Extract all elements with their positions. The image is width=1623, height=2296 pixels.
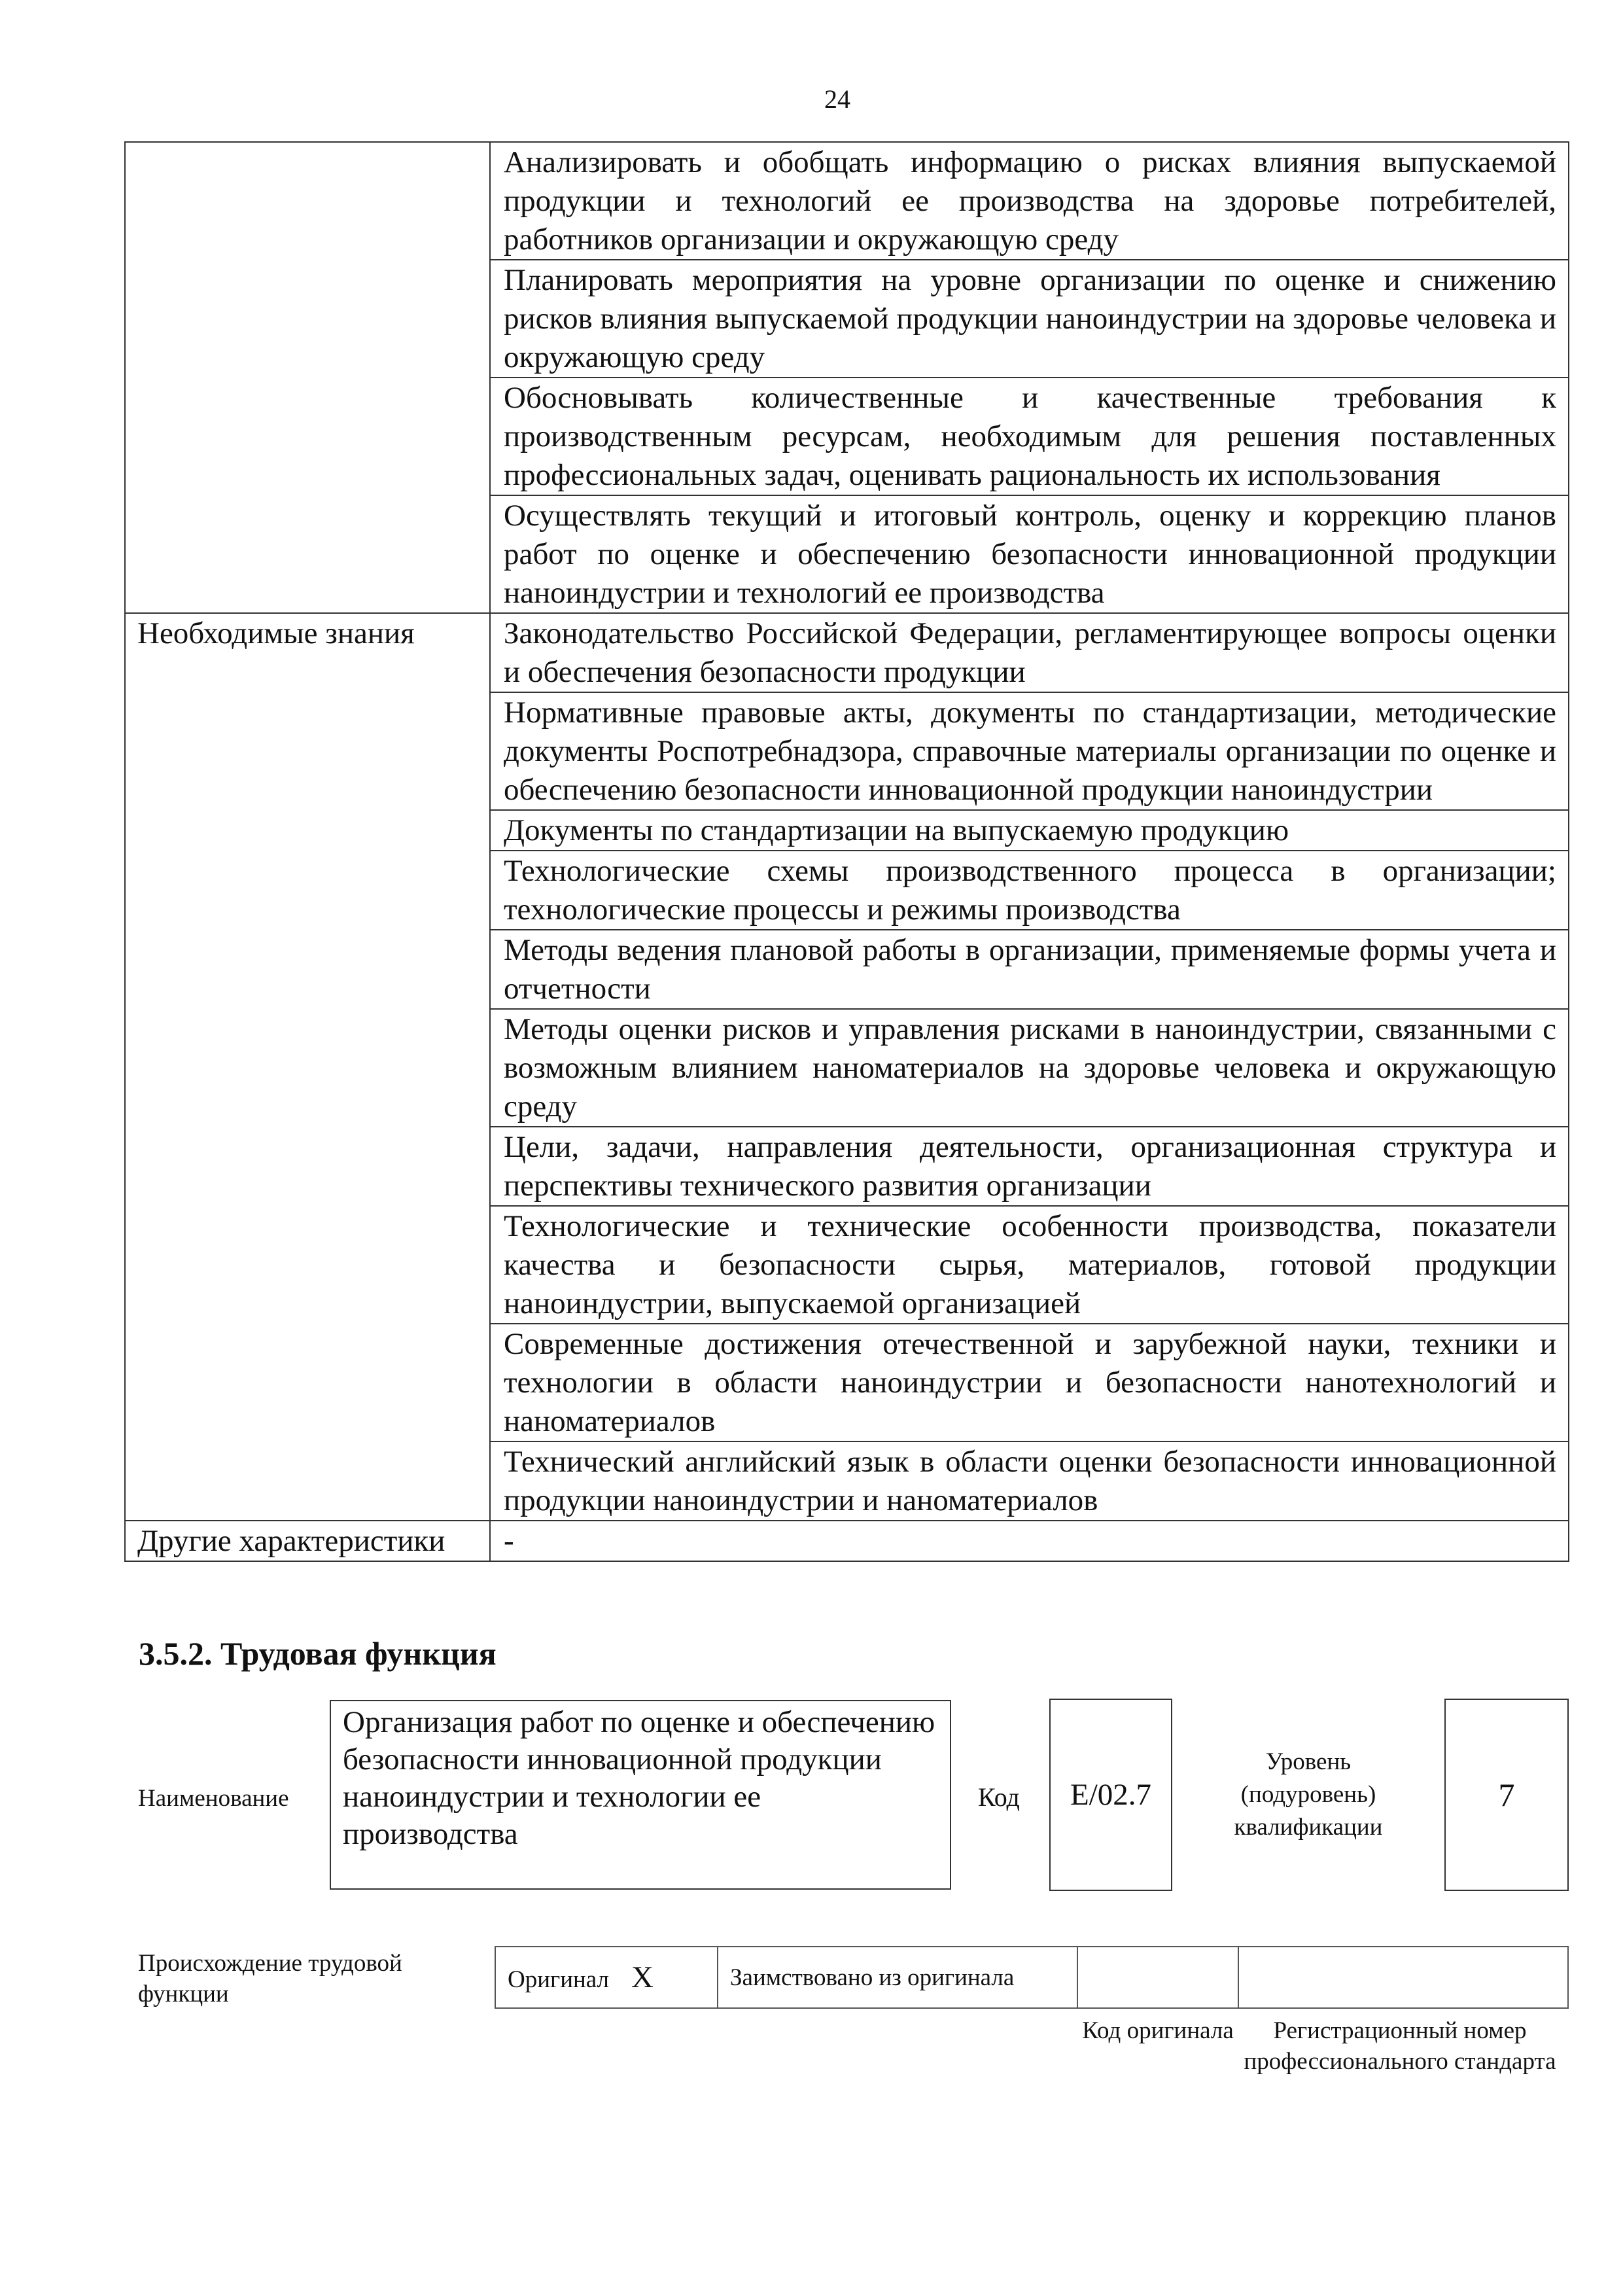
other-characteristics-value: - xyxy=(490,1521,1569,1561)
skill-cell: Обосновывать количественные и качественные требования к производственным ресурсам, необходимым для решения поставленных профессиональных задач, оценивать рациональность их использования xyxy=(490,378,1569,495)
knowledge-cell: Методы ведения плановой работы в организации, применяемые формы учета и отчетности xyxy=(490,930,1569,1009)
knowledge-label: Необходимые знания xyxy=(125,613,490,1521)
origin-code-cell xyxy=(1077,1947,1238,2008)
skill-cell: Планировать мероприятия на уровне организации по оценке и снижению рисков влияния выпускаемой продукции наноиндустрии на здоровье человека и окружающую среду xyxy=(490,260,1569,378)
knowledge-cell: Технологические и технические особенности производства, показатели качества и безопасности сырья, материалов, готовой продукции наноиндустрии, выпускаемой организацией xyxy=(490,1206,1569,1324)
origin-label: Происхождение трудовой функции xyxy=(138,1950,402,2007)
knowledge-cell: Нормативные правовые акты, документы по стандартизации, методические документы Роспотребнадзора, справочные материалы организации по оценке и обеспечению безопасности инновационной продукции наноиндустрии xyxy=(490,692,1569,810)
origin-table xyxy=(495,1946,1569,2009)
knowledge-cell: Технический английский язык в области оценки безопасности инновационной продукции наноиндустрии и наноматериалов xyxy=(490,1441,1569,1521)
competency-table xyxy=(124,141,1569,1562)
caption-code: Код оригинала xyxy=(1082,2017,1234,2044)
caption-reg: Регистрационный номер профессионального стандарта xyxy=(1244,2017,1556,2075)
table-row xyxy=(125,613,1569,692)
origin-original-cell xyxy=(495,1947,718,2008)
table-row xyxy=(495,1947,1568,2008)
level-label: Уровень (подуровень) квалификации xyxy=(1234,1748,1383,1841)
knowledge-cell: Законодательство Российской Федерации, регламентирующее вопросы оценки и обеспечения безопасности продукции xyxy=(490,613,1569,692)
skill-cell: Осуществлять текущий и итоговый контроль, оценку и коррекцию планов работ по оценке и обеспечению безопасности инновационной продукции наноиндустрии и технологий ее производства xyxy=(490,495,1569,613)
table-row xyxy=(125,1521,1569,1561)
origin-x-mark: X xyxy=(631,1960,654,1994)
code-value: E/02.7 xyxy=(1049,1699,1172,1891)
name-value: Организация работ по оценке и обеспечению безопасности инновационной продукции наноиндустрии и технологии ее производства xyxy=(330,1700,951,1890)
knowledge-cell: Методы оценки рисков и управления рисками в наноиндустрии, связанными с возможным влиянием наноматериалов на здоровье человека и окружающую среду xyxy=(490,1009,1569,1127)
knowledge-cell: Цели, задачи, направления деятельности, организационная структура и перспективы технического развития организации xyxy=(490,1127,1569,1206)
code-label: Код xyxy=(978,1782,1020,1812)
skill-cell: Анализировать и обобщать информацию о рисках влияния выпускаемой продукции и технологий ее производства на здоровье потребителей, работников организации и окружающую среду xyxy=(490,142,1569,260)
origin-reg-cell xyxy=(1238,1947,1568,2008)
level-value: 7 xyxy=(1444,1699,1569,1891)
knowledge-cell: Технологические схемы производственного процесса в организации; технологические процессы и режимы производства xyxy=(490,851,1569,930)
knowledge-cell: Современные достижения отечественной и зарубежной науки, техники и технологии в области наноиндустрии и безопасности нанотехнологий и наноматериалов xyxy=(490,1324,1569,1441)
origin-original-label: Оригинал xyxy=(508,1966,610,1993)
page-number: 24 xyxy=(824,84,850,114)
section-title: 3.5.2. Трудовая функция xyxy=(139,1635,497,1672)
other-characteristics-label: Другие характеристики xyxy=(125,1521,490,1561)
table-row xyxy=(125,142,1569,260)
name-label: Наименование xyxy=(138,1785,289,1812)
origin-borrowed-cell: Заимствовано из оригинала xyxy=(718,1947,1077,2008)
knowledge-cell: Документы по стандартизации на выпускаемую продукцию xyxy=(490,810,1569,851)
empty-label-cell xyxy=(125,142,490,613)
